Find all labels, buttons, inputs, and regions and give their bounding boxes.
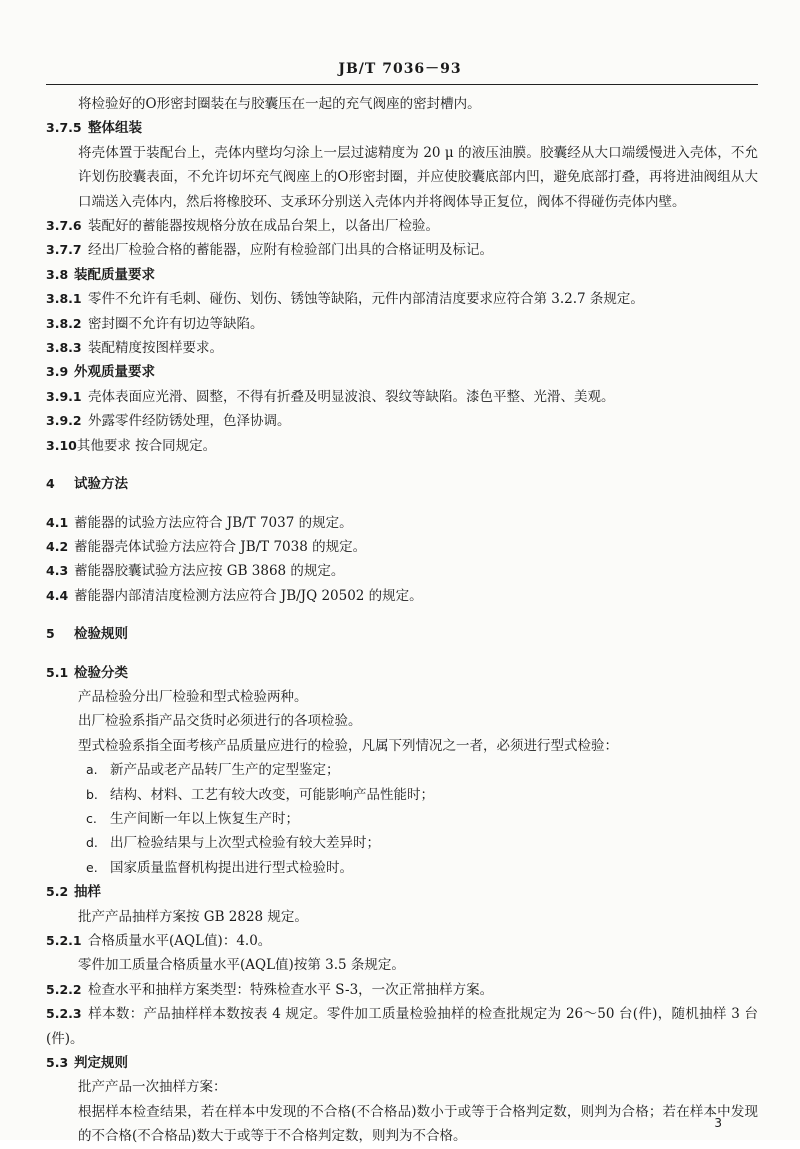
document-body xyxy=(46,92,758,1149)
clause xyxy=(46,535,758,559)
clause xyxy=(46,336,758,360)
section-heading xyxy=(46,116,758,140)
paragraph: 批产产品一次抽样方案： xyxy=(78,1079,227,1096)
paragraph: 零件加工质量合格质量水平(AQL值)按第 3.5 条规定。 xyxy=(78,957,405,974)
list-item-text: 国家质量监督机构提出进行型式检验时。 xyxy=(110,859,353,876)
section-heading xyxy=(46,360,758,384)
list-item xyxy=(46,831,758,855)
list-item-letter: d. xyxy=(86,835,98,851)
section-heading xyxy=(46,880,758,904)
clause-number: 5.2.3 xyxy=(46,1006,82,1022)
clause-text: 零件不允许有毛刺、碰伤、划伤、锈蚀等缺陷，元件内部清洁度要求应符合第 3.2.7 条规定。 xyxy=(88,291,644,308)
paragraph: 出厂检验系指产品交货时必须进行的各项检验。 xyxy=(78,713,362,730)
section-heading xyxy=(46,263,758,287)
clause-number: 3.10 xyxy=(46,437,77,453)
clause-number: 4 xyxy=(46,476,55,492)
clause xyxy=(46,511,758,535)
list-item xyxy=(46,807,758,831)
list-item-text: 新产品或老产品转厂生产的定型鉴定； xyxy=(110,762,340,779)
clause xyxy=(46,978,758,1002)
clause-number: 3.9 xyxy=(46,364,69,380)
standard-code-header: JB/T 7036－93 xyxy=(338,61,462,77)
clause xyxy=(46,1002,758,1051)
paragraph: 批产产品抽样方案按 GB 2828 规定。 xyxy=(78,908,308,925)
clause-text: 合格质量水平(AQL值)：4.0。 xyxy=(88,933,272,949)
clause-number: 5.1 xyxy=(46,664,69,680)
clause-number: 3.8.1 xyxy=(46,291,82,307)
list-item-letter: a. xyxy=(86,762,98,778)
heading-text: 判定规则 xyxy=(74,1055,128,1072)
clause-number: 3.8.3 xyxy=(46,340,82,356)
clause-text: 密封圈不允许有切边等缺陷。 xyxy=(88,315,264,332)
clause-text: 蓄能器的试验方法应符合 JB/T 7037 的规定。 xyxy=(74,514,353,531)
section-heading xyxy=(46,661,758,685)
clause-number: 3.9.2 xyxy=(46,413,82,429)
clause-text: 外露零件经防锈处理，色泽协调。 xyxy=(88,413,291,430)
clause-text: 样本数：产品抽样样本数按表 4 规定。零件加工质量检验抽样的检查批规定为 26～50 台(件)，随机抽样 3 台(件)。 xyxy=(46,1006,758,1047)
clause xyxy=(46,409,758,433)
clause-number: 5.2.1 xyxy=(46,933,82,948)
clause-number: 4.3 xyxy=(46,563,69,579)
clause-number: 3.8.2 xyxy=(46,315,82,331)
list-item-letter: e. xyxy=(86,859,98,875)
clause xyxy=(46,929,758,953)
list-item xyxy=(46,758,758,782)
clause-number: 4.1 xyxy=(46,514,69,530)
page-number: 3 xyxy=(714,1116,722,1130)
clause xyxy=(46,214,758,238)
list-item-letter: b. xyxy=(86,786,98,802)
clause xyxy=(46,584,758,608)
section-gap xyxy=(46,458,758,472)
heading-text: 试验方法 xyxy=(74,476,128,493)
section-gap xyxy=(46,497,758,511)
clause-text: 蓄能器壳体试验方法应符合 JB/T 7038 的规定。 xyxy=(74,538,367,555)
paragraph: 型式检验系指全面考核产品质量应进行的检验，凡属下列情况之一者，必须进行型式检验： xyxy=(78,737,618,754)
clause-number: 3.8 xyxy=(46,266,69,282)
clause xyxy=(46,287,758,311)
heading-text: 抽样 xyxy=(74,884,101,901)
list-item xyxy=(46,783,758,807)
section-heading xyxy=(46,472,758,496)
clause-text: 检查水平和抽样方案类型：特殊检查水平 S-3，一次正常抽样方案。 xyxy=(88,981,494,998)
clause-text: 蓄能器胶囊试验方法应按 GB 3868 的规定。 xyxy=(74,563,345,580)
section-gap xyxy=(46,647,758,661)
section-gap xyxy=(46,608,758,622)
clause-number: 3.7.5 xyxy=(46,120,82,136)
header-divider xyxy=(46,84,758,85)
clause xyxy=(46,434,758,458)
heading-text: 整体组装 xyxy=(88,120,142,137)
clause-number: 5 xyxy=(46,626,55,642)
clause xyxy=(46,312,758,336)
clause-text: 其他要求 按合同规定。 xyxy=(76,437,217,454)
clause-number: 5.2 xyxy=(46,884,69,900)
heading-text: 外观质量要求 xyxy=(74,364,155,381)
paragraph: 将检验好的O形密封圈装在与胶囊压在一起的充气阀座的密封槽内。 xyxy=(78,96,481,112)
list-item-letter: c. xyxy=(86,810,97,826)
clause-text: 蓄能器内部清洁度检测方法应符合 JB/JQ 20502 的规定。 xyxy=(74,587,423,604)
clause-text: 经出厂检验合格的蓄能器，应附有检验部门出具的合格证明及标记。 xyxy=(88,242,493,259)
paragraph: 将壳体置于装配台上，壳体内壁均匀涂上一层过滤精度为 20 μ 的液压油膜。胶囊经从大口端缓慢进入壳体，不允许划伤胶囊表面，不允许切坏充气阀座上的O形密封圈，并应使胶囊底部内凹，避免底部打叠，再将进油阀组从大口端送入壳体内，然后将橡胶环、支承环分别送入壳体内并将阀体导正复位，阀体不得碰伤壳体内壁。 xyxy=(78,144,758,210)
clause-number: 3.9.1 xyxy=(46,388,82,404)
clause xyxy=(46,559,758,583)
clause-number: 3.7.6 xyxy=(46,218,82,234)
clause-text: 壳体表面应光滑、圆整，不得有折叠及明显波浪、裂纹等缺陷。漆色平整、光滑、美观。 xyxy=(88,388,615,405)
clause-number: 5.2.2 xyxy=(46,981,82,997)
clause-number: 5.3 xyxy=(46,1055,69,1071)
clause-number: 4.4 xyxy=(46,587,69,603)
clause-number: 3.7.7 xyxy=(46,242,82,258)
heading-text: 检验分类 xyxy=(74,664,128,681)
paragraph: 产品检验分出厂检验和型式检验两种。 xyxy=(78,688,308,705)
section-heading xyxy=(46,622,758,646)
list-item-text: 生产间断一年以上恢复生产时； xyxy=(110,810,299,827)
section-heading xyxy=(46,1051,758,1075)
clause-text: 装配精度按图样要求。 xyxy=(88,340,223,357)
list-item-text: 结构、材料、工艺有较大改变，可能影响产品性能时； xyxy=(110,786,434,803)
clause xyxy=(46,238,758,262)
clause-text: 装配好的蓄能器按规格分放在成品台架上，以备出厂检验。 xyxy=(88,218,439,235)
list-item xyxy=(46,856,758,880)
clause xyxy=(46,385,758,409)
heading-text: 装配质量要求 xyxy=(74,266,155,283)
heading-text: 检验规则 xyxy=(74,626,128,643)
list-item-text: 出厂检验结果与上次型式检验有较大差异时； xyxy=(110,835,380,852)
clause-number: 4.2 xyxy=(46,538,69,554)
paragraph: 根据样本检查结果，若在样本中发现的不合格(不合格品)数小于或等于合格判定数，则判为合格；若在样本中发现的不合格(不合格品)数大于或等于不合格判定数，则判为不合格。 xyxy=(78,1103,758,1145)
